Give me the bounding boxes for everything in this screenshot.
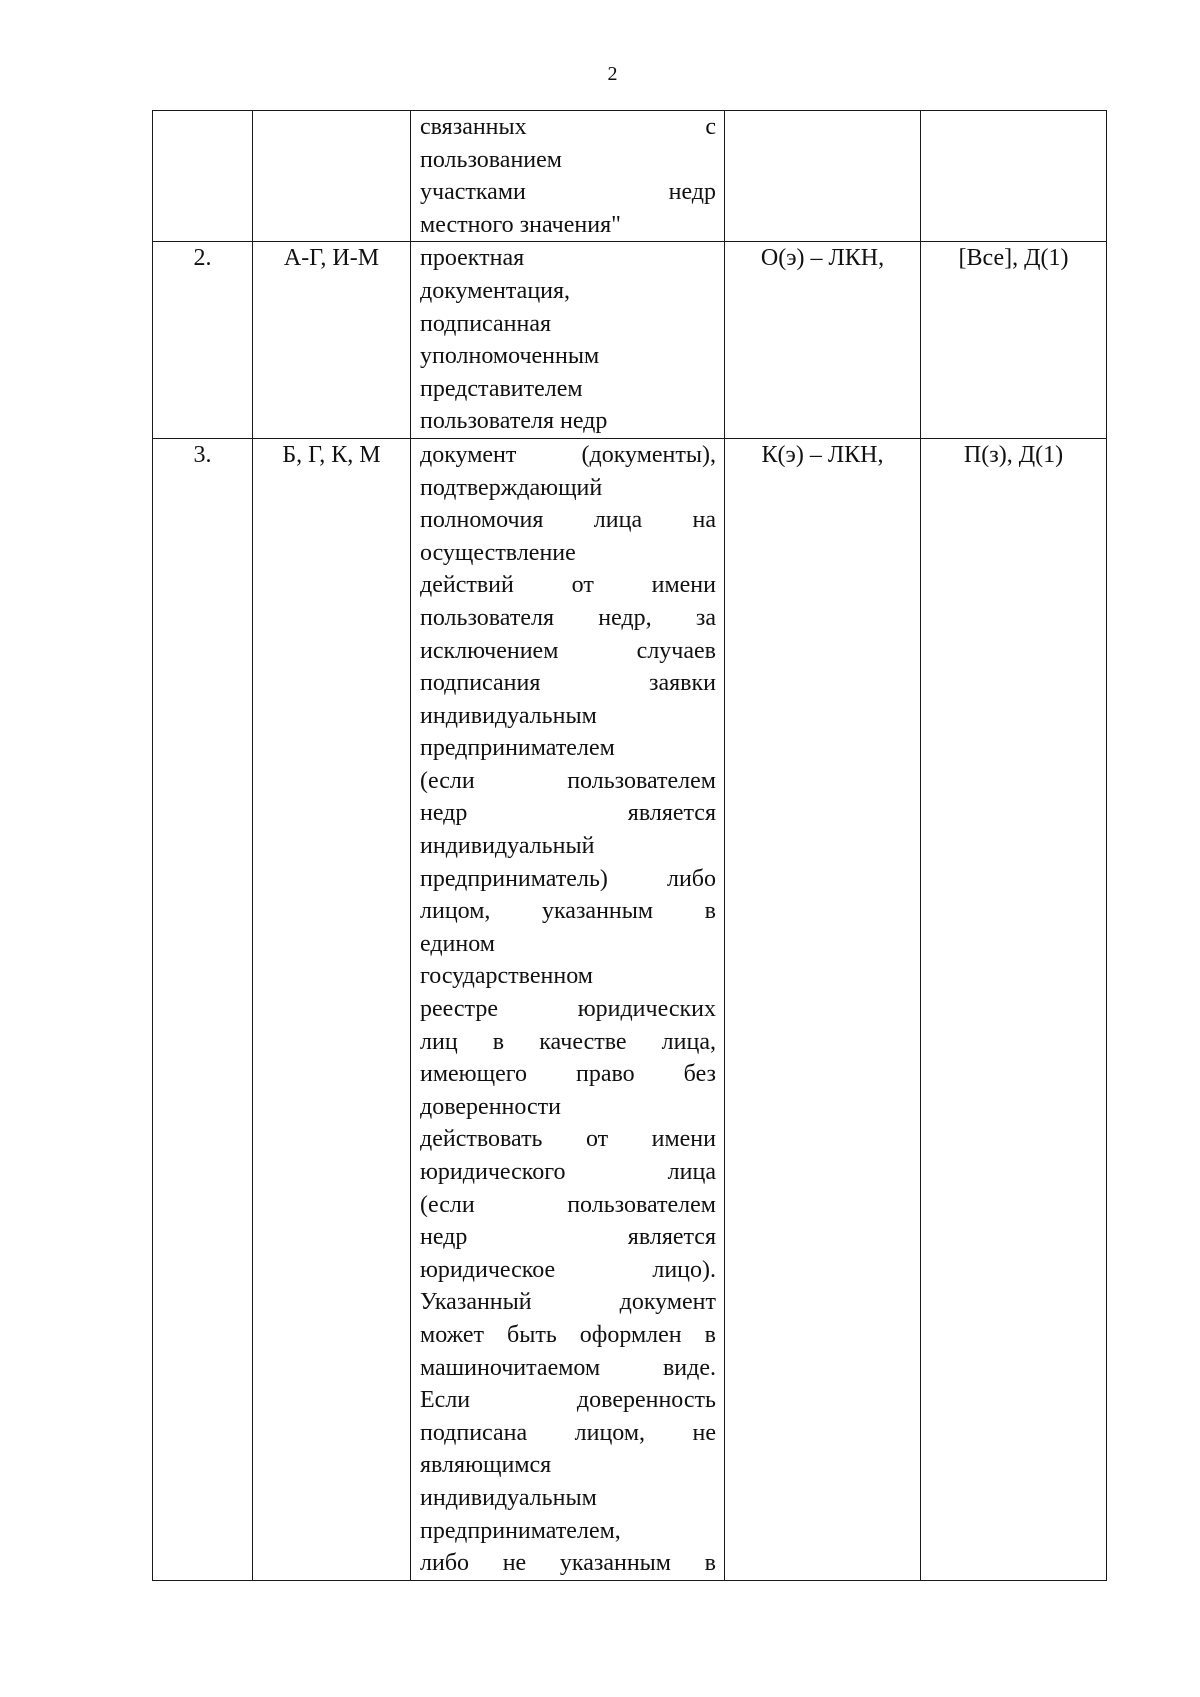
description-line: документ (документы), — [420, 441, 716, 468]
row-conditions-cell — [921, 111, 1107, 242]
description-line: предпринимателем, — [420, 1517, 621, 1544]
table-body — [153, 111, 1107, 1581]
row-form-cell — [725, 111, 921, 242]
description-line: лиц в качестве лица, — [420, 1028, 716, 1055]
description-line: уполномоченным — [420, 343, 600, 370]
description-line: участками недр — [420, 179, 716, 206]
description-line: имеющего право без — [420, 1061, 716, 1088]
description-line: подписана лицом, не — [420, 1419, 716, 1446]
row-conditions-cell: П(з), Д(1) — [921, 438, 1107, 1580]
description-line: либо не указанным в — [420, 1550, 716, 1577]
table-row — [153, 242, 1107, 439]
table-row — [153, 111, 1107, 242]
row-form-cell: К(э) – ЛКН, — [725, 438, 921, 1580]
description-line: машиночитаемом виде. — [420, 1354, 716, 1381]
description-line: индивидуальный — [420, 833, 595, 860]
description-line: Если доверенность — [420, 1387, 716, 1414]
row-codes-cell: А-Г, И-М — [253, 242, 411, 439]
description-line: представителем — [420, 375, 583, 402]
description-line: проектная — [420, 245, 525, 272]
description-line: подписания заявки — [420, 670, 716, 697]
row-codes-cell — [253, 111, 411, 242]
description-line: подписанная — [420, 310, 552, 337]
description-line: Указанный документ — [420, 1289, 716, 1316]
description-line: пользованием — [420, 146, 562, 173]
description-line: документация, — [420, 277, 571, 304]
description-line: государственном — [420, 963, 593, 990]
description-line: недр является — [420, 800, 716, 827]
description-line: может быть оформлен в — [420, 1321, 716, 1348]
row-conditions-cell: [Все], Д(1) — [921, 242, 1107, 439]
row-number-cell: 3. — [153, 438, 253, 1580]
row-number-cell: 2. — [153, 242, 253, 439]
requirements-table — [152, 110, 1107, 1581]
description-line: связанных с — [420, 114, 716, 140]
row-description-cell — [411, 438, 725, 1580]
description-line: пользователя недр — [420, 408, 608, 435]
description-line: (если пользователем — [420, 767, 716, 794]
description-line: полномочия лица на — [420, 507, 716, 534]
description-line: местного значения" — [420, 211, 621, 238]
description-line: индивидуальным — [420, 1484, 597, 1511]
description-line: действовать от имени — [420, 1126, 716, 1153]
description-line: реестре юридических — [420, 996, 716, 1023]
row-description-cell — [411, 242, 725, 439]
description-line: предпринимателем — [420, 735, 615, 762]
page-number: 2 — [607, 63, 618, 85]
row-description-cell — [411, 111, 725, 242]
description-line: осуществление — [420, 539, 576, 566]
row-number-cell — [153, 111, 253, 242]
description-line: едином — [420, 930, 495, 957]
description-line: являющимся — [420, 1452, 552, 1479]
description-line: действий от имени — [420, 572, 716, 599]
description-line: исключением случаев — [420, 637, 716, 664]
description-line: юридическое лицо). — [420, 1256, 716, 1283]
table-row — [153, 438, 1107, 1580]
description-line: пользователя недр, за — [420, 604, 716, 631]
description-line: доверенности — [420, 1093, 561, 1120]
description-line: подтверждающий — [420, 474, 603, 501]
row-codes-cell: Б, Г, К, М — [253, 438, 411, 1580]
description-line: недр является — [420, 1224, 716, 1251]
description-line: юридического лица — [420, 1159, 716, 1185]
description-line: индивидуальным — [420, 702, 597, 729]
description-line: предприниматель) либо — [420, 865, 716, 892]
description-line: лицом, указанным в — [420, 898, 716, 925]
row-form-cell: О(э) – ЛКН, — [725, 242, 921, 439]
description-line: (если пользователем — [420, 1191, 716, 1218]
